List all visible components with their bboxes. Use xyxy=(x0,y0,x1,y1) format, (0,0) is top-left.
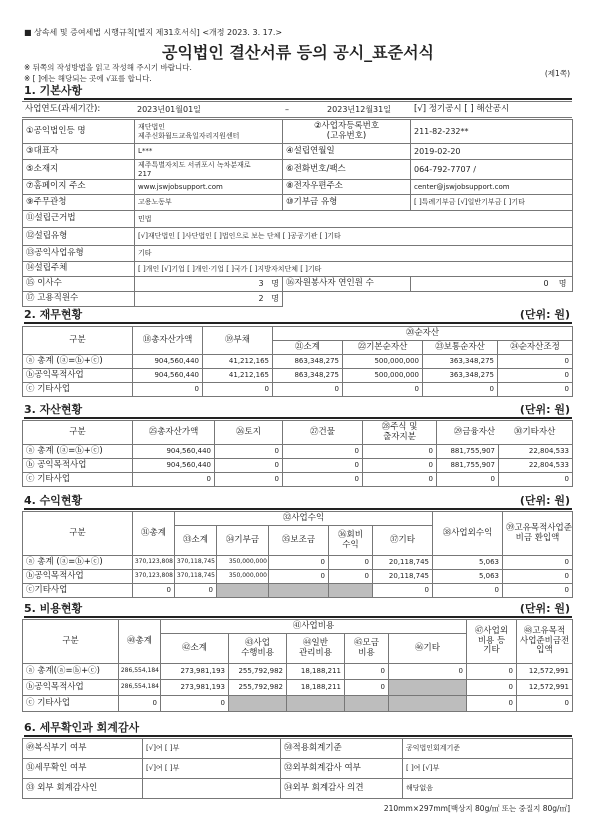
row-label: ⓑ공익목적사업 xyxy=(23,570,133,584)
assets-unit: (단위: 원) xyxy=(519,403,570,416)
cell: 904,560,440 xyxy=(133,369,203,383)
section-basic-info-title: 1. 기본사항 xyxy=(24,84,572,100)
checkbox-note: ※ [ ]에는 해당되는 곳에 √표를 합니다. xyxy=(24,74,152,83)
cell: 0 xyxy=(215,459,283,473)
donation-type-label: ⑩기부금 유형 xyxy=(283,195,411,211)
org-name-line1: 재단법인 xyxy=(138,123,166,132)
bookkeeping-label: ㊾복식부기 여부 xyxy=(23,739,143,759)
non-biz-expense-header: ㊼사업외 xyxy=(474,625,509,636)
cell: 0 xyxy=(283,473,363,487)
founded-label: ④설립연월일 xyxy=(283,144,411,160)
cell: 500,000,000 xyxy=(343,355,423,369)
homepage-label: ⑦홈페이지 주소 xyxy=(23,180,135,195)
audit-opinion-label: ㉞외부 회계감사 의견 xyxy=(281,779,403,799)
employees-value: 2 xyxy=(258,294,264,304)
cell: 20,118,745 xyxy=(373,570,433,584)
cell: 255,792,982 xyxy=(229,680,287,696)
cell: 0 xyxy=(499,473,573,487)
row-label: ⓒ 기타사업 xyxy=(23,696,119,712)
paper-spec: 210mm×297mm[백상지 80g/㎡ 또는 중질지 80g/㎡] xyxy=(383,804,570,813)
liabilities-header: ⑲부채 xyxy=(203,327,273,355)
fundraising-cost-header-2: 비용 xyxy=(358,647,375,658)
admin-cost-header: ㊹일반 xyxy=(303,637,328,648)
cell: 22,804,533 xyxy=(499,445,573,459)
other-revenue-header: ㊲기타 xyxy=(373,526,433,556)
section-expense-title: 5. 비용현황 (단위: 원) xyxy=(24,602,572,618)
authority-label: ⑨주무관청 xyxy=(23,195,135,211)
email-value: center@jswjobsupport.com xyxy=(411,180,573,195)
land-header: ㉖토지 xyxy=(215,421,283,445)
reserve-transfer-header: ㊽고유목적 xyxy=(523,625,566,636)
reserve-reversal-header: ㊴고유목적사업준 xyxy=(506,522,572,533)
volunteers-label: ⑯자원봉사자 연인원 수 xyxy=(283,277,411,292)
revenue-subtotal-header: ㉝소계 xyxy=(175,526,217,556)
gubun-header: 구분 xyxy=(23,620,119,664)
blank-cell xyxy=(217,584,269,598)
cell: 0 xyxy=(269,556,329,570)
cell: 0 xyxy=(498,383,573,397)
reserve-transfer-header-3: 입액 xyxy=(536,645,553,656)
cell: 0 xyxy=(283,445,363,459)
cell: 500,000,000 xyxy=(343,369,423,383)
finance-table xyxy=(22,326,573,397)
cell: 0 xyxy=(273,383,343,397)
accounting-std-value: 공익법인회계기준 xyxy=(403,739,573,759)
cell: 0 xyxy=(467,696,517,712)
volunteers-unit: 명 xyxy=(558,279,567,289)
cell: 370,118,745 xyxy=(175,556,217,570)
cell: 273,981,193 xyxy=(161,680,229,696)
founding-type-value: [√]재단법인 [ ]사단법인 [ ]법인으로 보는 단체 [ ]공공기관 [ ]기타 xyxy=(135,228,573,246)
cell: 350,000,000 xyxy=(217,556,269,570)
cell: 0 xyxy=(161,696,229,712)
external-audit-label: ㉜외부회계감사 여부 xyxy=(281,759,403,779)
revenue-unit: (단위: 원) xyxy=(519,494,570,507)
cell: 0 xyxy=(283,459,363,473)
gubun-header: 구분 xyxy=(23,512,133,556)
directors-label: ⑮ 이사수 xyxy=(23,277,135,292)
disclosure-type: [√] 정기공시 [ ] 해산공시 xyxy=(411,102,572,118)
biz-number-label: ②사업자등록번호 xyxy=(313,120,380,131)
other-expense-header: ㊻기타 xyxy=(389,634,467,664)
non-biz-expense-header-3: 기타 xyxy=(483,645,500,656)
blank-cell xyxy=(287,696,345,712)
cell: 904,560,440 xyxy=(133,445,215,459)
cell: 0 xyxy=(215,445,283,459)
cell: 0 xyxy=(503,556,573,570)
cell: 273,981,193 xyxy=(161,664,229,680)
biz-number-value: 211-82-232** xyxy=(411,120,573,144)
basic-info-detail-table xyxy=(22,119,573,307)
subsidy-header: ㉟보조금 xyxy=(269,526,329,556)
donation-header: ㉞기부금 xyxy=(217,526,269,556)
founder-label: ⑭설립주체 xyxy=(23,262,135,277)
cell: 5,063 xyxy=(433,556,503,570)
page-title: 공익법인 결산서류 등의 공시_표준서식 xyxy=(161,43,434,62)
cell: 18,188,211 xyxy=(287,680,345,696)
cell: 0 xyxy=(133,584,175,598)
cell: 20,118,745 xyxy=(373,556,433,570)
cell: 0 xyxy=(345,680,389,696)
cell: 0 xyxy=(133,473,215,487)
founding-type-label: ⑫설립유형 xyxy=(23,228,135,246)
admin-cost-header-2: 관리비용 xyxy=(299,647,332,658)
common-net-header: ㉓보통순자산 xyxy=(423,341,498,355)
phone-label: ⑥전화번호/팩스 xyxy=(283,160,411,180)
blank-cell xyxy=(389,680,467,696)
instruction-note: ※ 뒤쪽의 작성방법을 읽고 작성해 주시기 바랍니다. xyxy=(24,63,192,72)
period-dash: – xyxy=(282,102,307,118)
expense-subtotal-header: ㊷소계 xyxy=(161,634,229,664)
cell: 0 xyxy=(215,473,283,487)
biz-cost-header-2: 수행비용 xyxy=(241,647,274,658)
address-line2: 217 xyxy=(138,169,152,178)
section-finance-title: 2. 재무현황 (단위: 원) xyxy=(24,308,572,324)
cell: 0 xyxy=(433,584,503,598)
org-name-line2: 제주신화월드교육일자리지원센터 xyxy=(138,131,240,140)
cell: 286,554,184 xyxy=(119,664,161,680)
cell: 22,804,533 xyxy=(499,459,573,473)
reserve-reversal-header-2: 비금 환입액 xyxy=(515,532,560,543)
cell: 0 xyxy=(119,696,161,712)
cell: 0 xyxy=(467,664,517,680)
assets-table xyxy=(22,420,573,487)
stock-header: ㉘주식 및 xyxy=(381,421,418,432)
cell: 0 xyxy=(503,584,573,598)
cell: 363,348,275 xyxy=(423,369,498,383)
cell: 41,212,165 xyxy=(203,369,273,383)
external-audit-value: [ ]여 [√]부 xyxy=(403,759,573,779)
homepage-value: www.jswjobsupport.com xyxy=(135,180,283,195)
cell: 12,572,991 xyxy=(517,664,573,680)
accounting-std-label: ㊿적용회계기준 xyxy=(281,739,403,759)
page-number: (제1쪽) xyxy=(544,69,570,78)
cell: 863,348,275 xyxy=(273,369,343,383)
blank-cell xyxy=(329,584,373,598)
auditor-value xyxy=(143,779,281,799)
cell: 0 xyxy=(329,570,373,584)
cell: 863,348,275 xyxy=(273,355,343,369)
expense-total-header: ㊵총계 xyxy=(119,620,161,664)
cell: 363,348,275 xyxy=(423,355,498,369)
period-start: 2023년01월01일 xyxy=(134,102,282,118)
gubun-header: 구분 xyxy=(23,327,133,355)
business-type-label: ⑬공익사업유형 xyxy=(23,246,135,262)
section-revenue-title: 4. 수익현황 (단위: 원) xyxy=(24,494,572,510)
cell: 0 xyxy=(329,556,373,570)
financial-assets-header: ㉙금융자산 xyxy=(453,426,496,437)
expense-table xyxy=(22,619,573,712)
cell: 0 xyxy=(363,445,437,459)
cell: 350,000,000 xyxy=(217,570,269,584)
biz-revenue-header: ㉜사업수익 xyxy=(175,512,433,526)
blank-cell xyxy=(345,696,389,712)
cell: 881,755,907 xyxy=(437,459,499,473)
employees-label: ⑰ 고용직원수 xyxy=(23,292,135,307)
representative-label: ③대표자 xyxy=(23,144,135,160)
cell: 0 xyxy=(437,473,499,487)
auditor-label: ㉝ 외부 회계감사인 xyxy=(23,779,143,799)
blank-cell xyxy=(269,584,329,598)
blank-cell xyxy=(389,696,467,712)
donation-type-value: [ ]특례기부금 [√]일반기부금 [ ]기타 xyxy=(411,195,573,211)
tax-check-label: ㉛세무확인 여부 xyxy=(23,759,143,779)
cell: 0 xyxy=(498,355,573,369)
org-name-label: ①공익법인등 명 xyxy=(23,120,135,144)
volunteers-value: 0 xyxy=(543,279,549,289)
basic-info-table xyxy=(22,101,572,118)
non-biz-expense-header-2: 비용 등 xyxy=(477,635,506,646)
total-assets-header: ㉕총자산가액 xyxy=(133,421,215,445)
cell: 0 xyxy=(363,459,437,473)
legal-basis-label: ⑪설립근거법 xyxy=(23,211,135,228)
net-adjust-header: ㉔순자산조정 xyxy=(498,341,573,355)
cell: 286,554,184 xyxy=(119,680,161,696)
dues-header-2: 수익 xyxy=(342,539,359,550)
net-subtotal-header: ㉑소계 xyxy=(273,341,343,355)
cell: 0 xyxy=(343,383,423,397)
cell: 370,123,808 xyxy=(133,556,175,570)
email-label: ⑧전자우편주소 xyxy=(283,180,411,195)
row-label: ⓑ 공익목적사업 xyxy=(23,459,133,473)
address-line1: 제주특별자치도 서귀포시 녹차분재로 xyxy=(138,161,251,170)
cell: 0 xyxy=(389,664,467,680)
cell: 0 xyxy=(467,680,517,696)
cell: 904,560,440 xyxy=(133,459,215,473)
period-end: 2023년12월31일 xyxy=(307,102,411,118)
directors-unit: 명 xyxy=(271,279,279,289)
biz-number-sublabel: (고유번호) xyxy=(326,130,367,141)
business-type-value: 기타 xyxy=(135,246,573,262)
founder-value: [ ]개인 [√]기업 [ ]개인·기업 [ ]국가 [ ]지방자치단체 [ ]기타 xyxy=(135,262,573,277)
row-label: ⓐ 총계 (ⓐ=ⓑ+ⓒ) xyxy=(23,556,133,570)
section-audit-title: 6. 세무확인과 회계감사 xyxy=(24,721,572,737)
total-assets-header: ⑱총자산가액 xyxy=(133,327,203,355)
blank-cell xyxy=(229,696,287,712)
dues-header: ㊱회비 xyxy=(338,529,363,540)
row-label: ⓒ 기타사업 xyxy=(23,383,133,397)
gubun-header: 구분 xyxy=(23,421,133,445)
cell: 0 xyxy=(363,473,437,487)
bookkeeping-value: [√]여 [ ]부 xyxy=(143,739,281,759)
cell: 0 xyxy=(203,383,273,397)
audit-table xyxy=(22,738,573,799)
stock-header-2: 출자지분 xyxy=(383,431,416,442)
audit-opinion-value: 해당없음 xyxy=(403,779,573,799)
finance-unit: (단위: 원) xyxy=(519,308,570,321)
tax-check-value: [√]여 [ ]부 xyxy=(143,759,281,779)
legal-basis-value: 민법 xyxy=(135,211,573,228)
cell: 0 xyxy=(175,584,217,598)
row-label: ⓐ 총계 (ⓐ=ⓑ+ⓒ) xyxy=(23,355,133,369)
cell: 12,572,991 xyxy=(517,680,573,696)
non-biz-revenue-header: ㊳사업외수익 xyxy=(433,512,503,556)
reserve-transfer-header-2: 사업준비금전 xyxy=(520,635,570,646)
row-label: ⓑ공익목적사업 xyxy=(23,680,119,696)
cell: 0 xyxy=(423,383,498,397)
building-header: ㉗건물 xyxy=(283,421,363,445)
cell: 0 xyxy=(498,369,573,383)
cell: 41,212,165 xyxy=(203,355,273,369)
row-label: ⓐ 총계(ⓐ=ⓑ+ⓒ) xyxy=(23,664,119,680)
cell: 370,123,808 xyxy=(133,570,175,584)
cell: 0 xyxy=(133,383,203,397)
cell: 5,063 xyxy=(433,570,503,584)
cell: 881,755,907 xyxy=(437,445,499,459)
fundraising-cost-header: ㊺모금 xyxy=(354,637,379,648)
form-basis: ■ 상속세 및 증여세법 시행규칙[별지 제31호서식] <개정 2023. 3. 17.> xyxy=(24,28,283,37)
employees-unit: 명 xyxy=(271,294,279,304)
founded-value: 2019-02-20 xyxy=(411,144,573,160)
biz-cost-header: ㊸사업 xyxy=(245,637,270,648)
phone-value: 064-792-7707 / xyxy=(411,160,573,180)
cell: 904,560,440 xyxy=(133,355,203,369)
row-label: ⓒ기타사업 xyxy=(23,584,133,598)
row-label: ⓒ 기타사업 xyxy=(23,473,133,487)
row-label: ⓑ공익목적사업 xyxy=(23,369,133,383)
basic-net-header: ㉒기본순자산 xyxy=(343,341,423,355)
cell: 255,792,982 xyxy=(229,664,287,680)
revenue-total-header: ㉛총계 xyxy=(133,512,175,556)
cell: 0 xyxy=(503,570,573,584)
cell: 0 xyxy=(345,664,389,680)
section-assets-title: 3. 자산현황 (단위: 원) xyxy=(24,403,572,419)
cell: 0 xyxy=(373,584,433,598)
expense-unit: (단위: 원) xyxy=(519,602,570,615)
revenue-table xyxy=(22,511,573,598)
cell: 0 xyxy=(269,570,329,584)
representative-value: L*** xyxy=(135,144,283,160)
biz-expense-header: ㊶사업비용 xyxy=(161,620,467,634)
row-label: ⓐ 총계 (ⓐ=ⓑ+ⓒ) xyxy=(23,445,133,459)
other-assets-header: ㉚기타자산 xyxy=(513,426,556,437)
authority-value: 고용노동부 xyxy=(135,195,283,211)
cell: 0 xyxy=(517,696,573,712)
cell: 370,118,745 xyxy=(175,570,217,584)
directors-value: 3 xyxy=(258,279,264,289)
address-label: ⑤소재지 xyxy=(23,160,135,180)
cell: 18,188,211 xyxy=(287,664,345,680)
net-assets-header: ⑳순자산 xyxy=(273,327,573,341)
period-label: 사업연도(과세기간): xyxy=(22,102,134,118)
